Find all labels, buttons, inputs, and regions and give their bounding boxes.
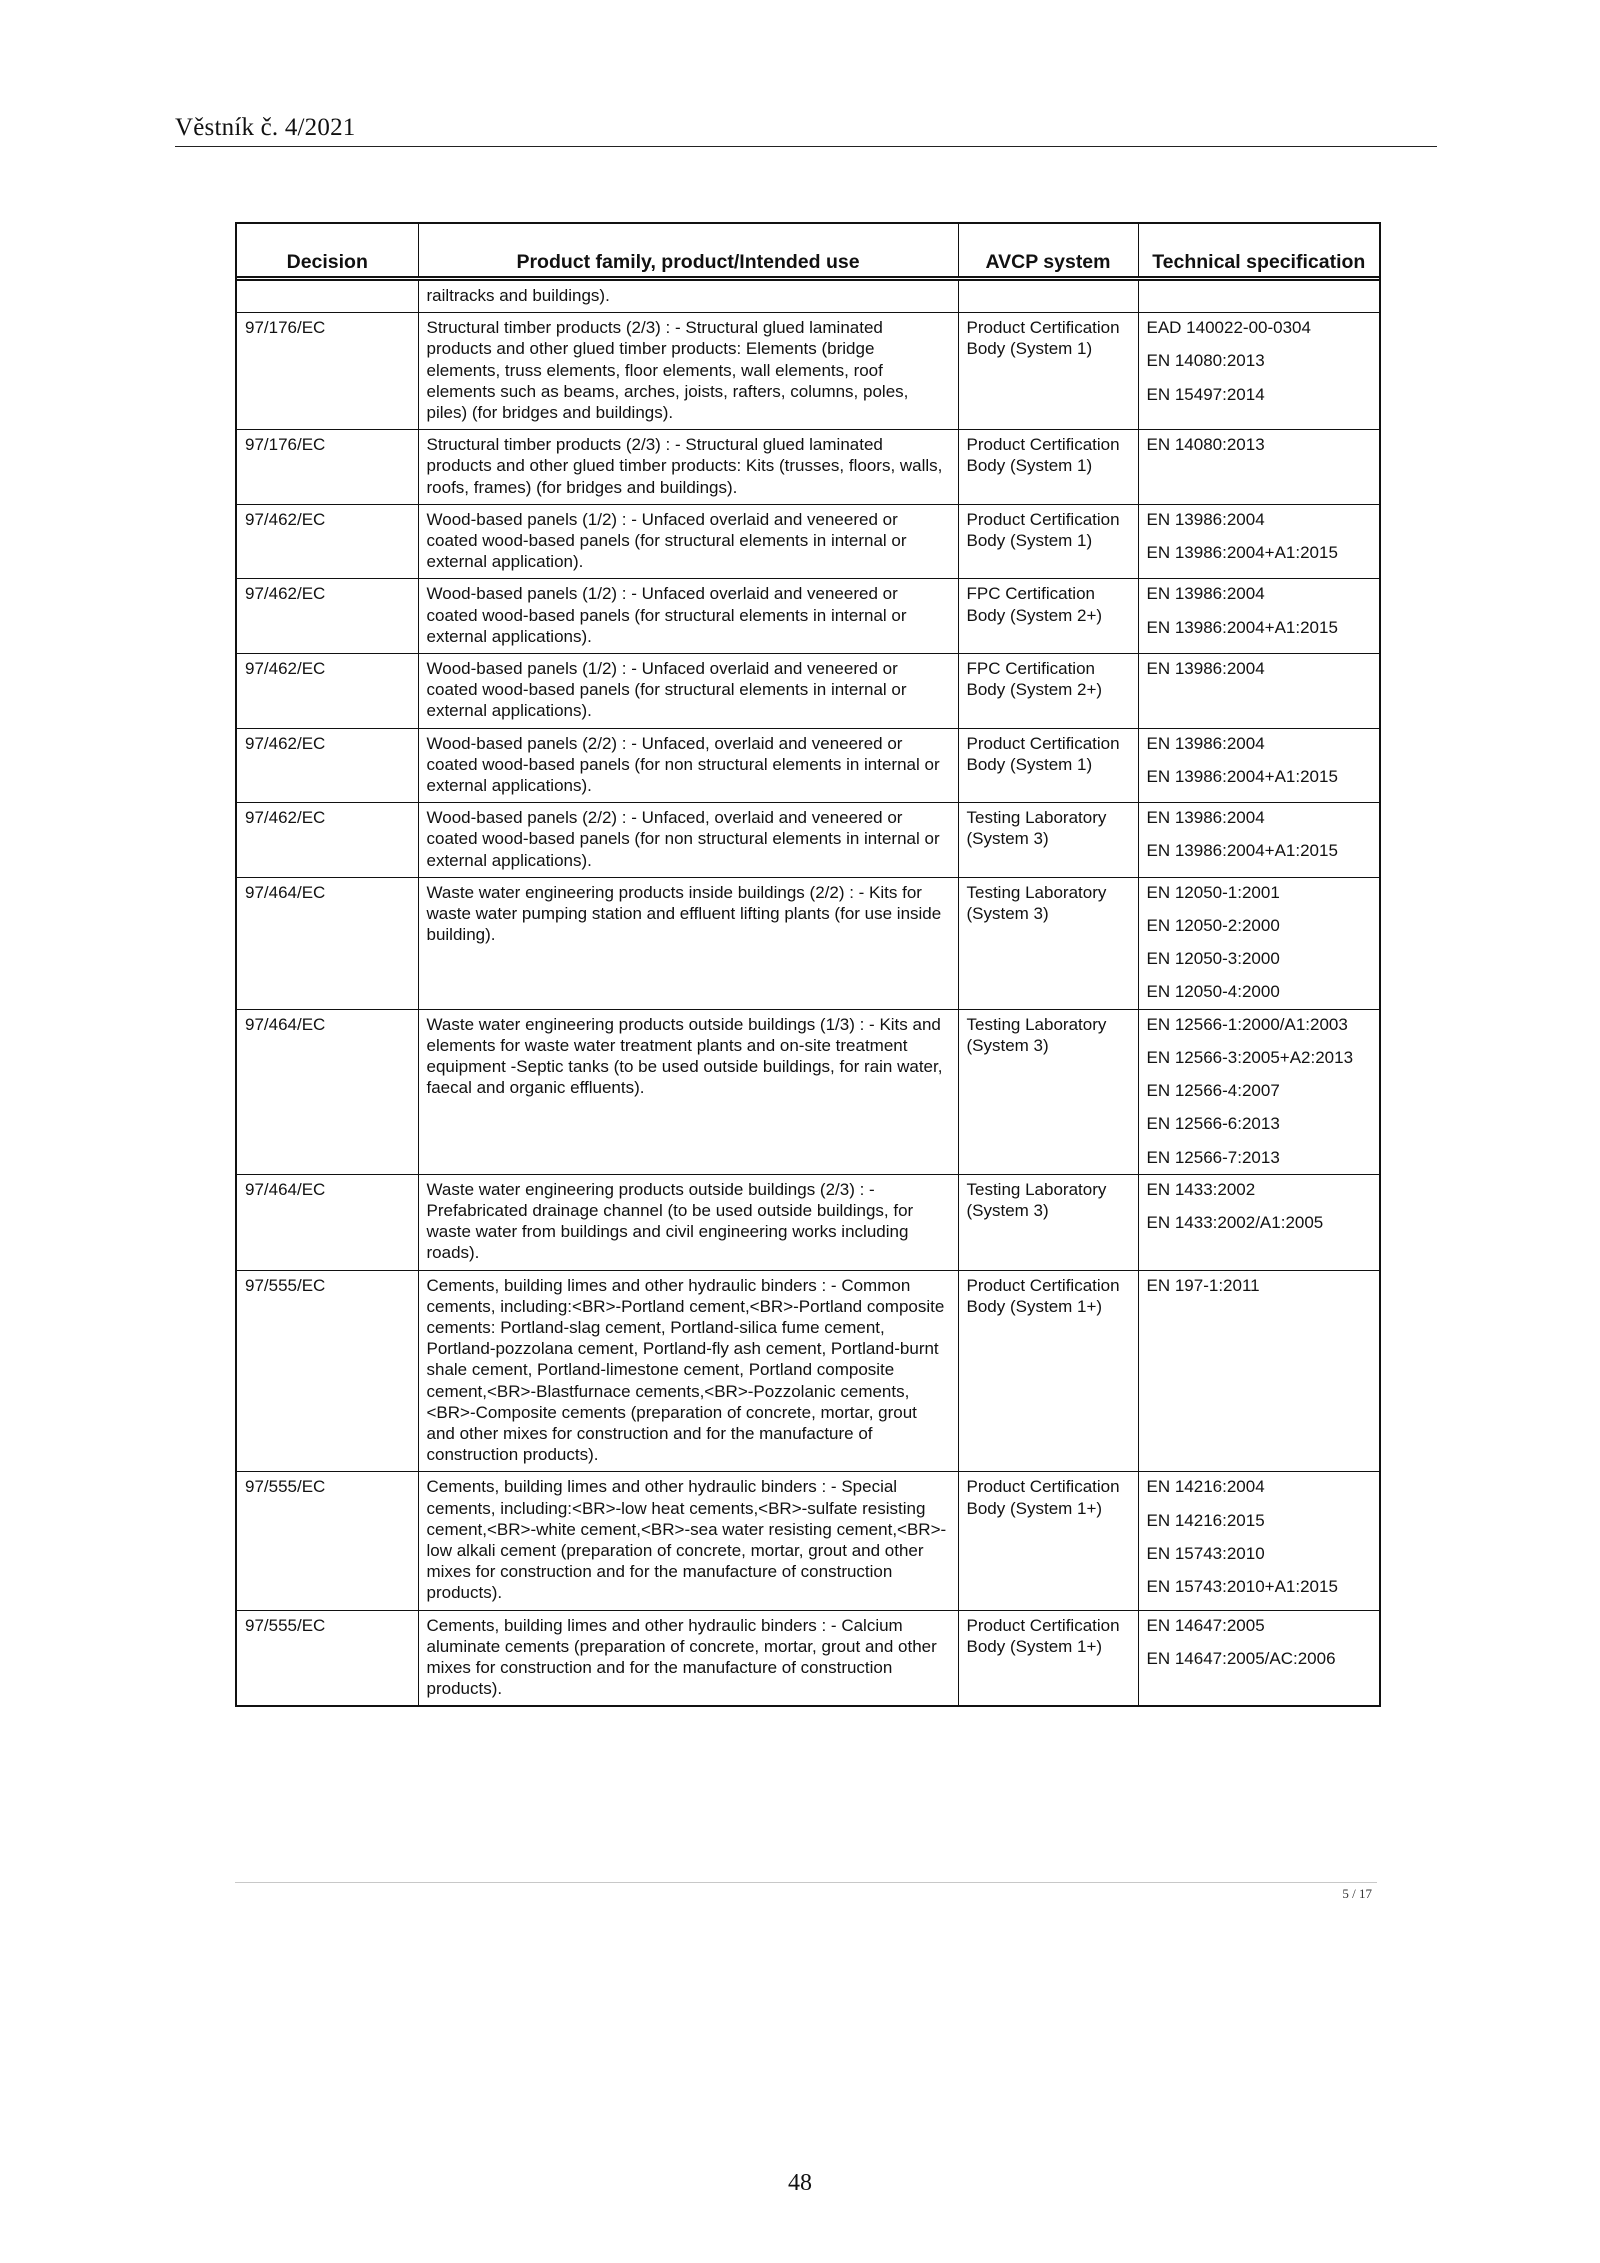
product-cell: Cements, building limes and other hydraulic binders : - Common cements, including:<BR>-Portland cement,<BR>-Portland composite cements: Portland-slag cement, Portland-silica fume cement, Portland-pozzolana cement, Portland-fly ash cement, Portland-burnt shale cement, Portland-limestone cement, Portland composite cement,<BR>-Blastfurnace cements,<BR>-Pozzolanic cements,<BR>-Composite cements (preparation of concrete, mortar, grout and other mixes for construction and for the manufacture of construction products). [418,1270,958,1472]
table-row [237,1009,1379,1174]
specification-item: EN 13986:2004 [1146,584,1265,604]
page-header [175,112,1437,147]
specification-cell [1138,877,1379,1009]
header-avcp-system: AVCP system [958,224,1138,279]
specification-cell [1138,654,1379,729]
table-row [237,430,1379,505]
avcp-cell: FPC Certification Body (System 2+) [958,654,1138,729]
specification-item: EN 15497:2014 [1146,384,1265,404]
page-number: 48 [788,2170,812,2196]
avcp-cell: Testing Laboratory (System 3) [958,803,1138,878]
specification-item: EN 13986:2004+A1:2015 [1146,766,1338,786]
specification-cell [1138,803,1379,878]
product-cell: Structural timber products (2/3) : - Structural glued laminated products and other glued timber products: Elements (bridge elements, truss elements, floor elements, wall elements, roof elements such as beams, arches, joists, rafters, columns, poles, piles) (for bridges and buildings). [418,313,958,430]
decision-cell: 97/176/EC [237,430,418,505]
product-cell: Cements, building limes and other hydraulic binders : - Special cements, including:<BR>-low heat cements,<BR>-sulfate resisting cement,<BR>-white cement,<BR>-sea water resisting cement,<BR>-low alkali cement (preparation of concrete, mortar, grout and other mixes for construction and for the manufacture of construction products). [418,1472,958,1610]
specification-item: EN 12566-6:2013 [1146,1114,1280,1134]
table-row [237,1610,1379,1705]
specification-item: EN 12050-3:2000 [1146,949,1280,969]
specification-cell [1138,430,1379,505]
table-row [237,728,1379,803]
specification-item: EN 14647:2005 [1146,1615,1265,1635]
specification-item: EN 13986:2004 [1146,659,1265,679]
table-row [237,654,1379,729]
table-row [237,1270,1379,1472]
product-cell: Waste water engineering products outside buildings (1/3) : - Kits and elements for waste water treatment plants and on-site treatment equipment -Septic tanks (to be used outside buildings, for rain water, faecal and organic effluents). [418,1009,958,1174]
specification-item: EN 12566-4:2007 [1146,1081,1280,1101]
product-cell: Waste water engineering products outside buildings (2/3) : - Prefabricated drainage channel (to be used outside buildings, for waste water from buildings and civil engineering works including roads). [418,1174,958,1270]
product-cell: Wood-based panels (2/2) : - Unfaced, overlaid and veneered or coated wood-based panels (for non structural elements in internal or external applications). [418,728,958,803]
specification-item: EN 13986:2004 [1146,733,1265,753]
decision-cell [237,279,418,313]
specification-item: EN 15743:2010+A1:2015 [1146,1576,1338,1596]
specification-cell [1138,1174,1379,1270]
specification-cell [1138,1610,1379,1705]
avcp-cell: Testing Laboratory (System 3) [958,1009,1138,1174]
product-cell: Wood-based panels (1/2) : - Unfaced overlaid and veneered or coated wood-based panels (for structural elements in internal or external application). [418,504,958,579]
specification-cell [1138,313,1379,430]
table-row [237,877,1379,1009]
decision-cell: 97/462/EC [237,579,418,654]
table-row [237,313,1379,430]
decision-cell: 97/555/EC [237,1472,418,1610]
avcp-cell: Testing Laboratory (System 3) [958,1174,1138,1270]
specification-item: EN 12050-4:2000 [1146,982,1280,1002]
pagination: 5 / 17 [1342,1886,1372,1901]
table-body [237,279,1379,1706]
specification-item: EN 15743:2010 [1146,1543,1265,1563]
table-row [237,1174,1379,1270]
specification-item: EN 12050-1:2001 [1146,882,1280,902]
product-cell: Wood-based panels (1/2) : - Unfaced overlaid and veneered or coated wood-based panels (for structural elements in internal or external applications). [418,579,958,654]
specification-item: EN 1433:2002 [1146,1179,1256,1199]
specification-item: EN 12566-1:2000/A1:2003 [1146,1014,1348,1034]
specification-item: EN 13986:2004 [1146,808,1265,828]
specification-cell [1138,1009,1379,1174]
decision-cell: 97/464/EC [237,1174,418,1270]
specification-cell [1138,1270,1379,1472]
specification-cell [1138,579,1379,654]
decisions-table [235,222,1381,1707]
footer-divider [235,1882,1377,1883]
specification-item: EN 13986:2004+A1:2015 [1146,543,1338,563]
decision-cell: 97/555/EC [237,1610,418,1705]
specification-item: EN 12566-3:2005+A2:2013 [1146,1047,1354,1067]
table-row [237,803,1379,878]
product-cell: railtracks and buildings). [418,279,958,313]
decision-cell: 97/555/EC [237,1270,418,1472]
specification-item: EN 1433:2002/A1:2005 [1146,1212,1324,1232]
specification-item: EN 12566-7:2013 [1146,1147,1280,1167]
table-row [237,1472,1379,1610]
specification-item: EN 13986:2004+A1:2015 [1146,841,1338,861]
decision-cell: 97/462/EC [237,803,418,878]
product-cell: Wood-based panels (2/2) : - Unfaced, overlaid and veneered or coated wood-based panels (for non structural elements in internal or external applications). [418,803,958,878]
specification-item: EN 12050-2:2000 [1146,916,1280,936]
specification-cell [1138,1472,1379,1610]
header-product-family: Product family, product/Intended use [418,224,958,279]
avcp-cell: Testing Laboratory (System 3) [958,877,1138,1009]
journal-title: Věstník č. 4/2021 [175,114,356,141]
avcp-cell: Product Certification Body (System 1+) [958,1472,1138,1610]
avcp-cell: Product Certification Body (System 1) [958,504,1138,579]
specification-item: EN 13986:2004+A1:2015 [1146,617,1338,637]
product-cell: Structural timber products (2/3) : - Structural glued laminated products and other glued timber products: Kits (trusses, floors, walls, roofs, frames) (for bridges and buildings). [418,430,958,505]
decision-cell: 97/462/EC [237,654,418,729]
avcp-cell: Product Certification Body (System 1+) [958,1610,1138,1705]
header-technical-specification: Technical specification [1138,224,1379,279]
table-row [237,579,1379,654]
product-cell: Waste water engineering products inside buildings (2/2) : - Kits for waste water pumping station and effluent lifting plants (for use inside building). [418,877,958,1009]
product-cell: Cements, building limes and other hydraulic binders : - Calcium aluminate cements (preparation of concrete, mortar, grout and other mixes for construction and for the manufacture of construction products). [418,1610,958,1705]
decision-cell: 97/464/EC [237,1009,418,1174]
specification-item: EN 14080:2013 [1146,435,1265,455]
table-row [237,504,1379,579]
specification-item: EN 14216:2015 [1146,1510,1265,1530]
avcp-cell: Product Certification Body (System 1+) [958,1270,1138,1472]
specification-item: EN 197-1:2011 [1146,1275,1260,1295]
product-cell: Wood-based panels (1/2) : - Unfaced overlaid and veneered or coated wood-based panels (for structural elements in internal or external applications). [418,654,958,729]
decision-cell: 97/176/EC [237,313,418,430]
specification-item: EN 13986:2004 [1146,509,1265,529]
specification-item: EN 14647:2005/AC:2006 [1146,1648,1336,1668]
specification-cell [1138,279,1379,313]
avcp-cell [958,279,1138,313]
table-row [237,279,1379,313]
specification-item: EN 14080:2013 [1146,351,1265,371]
table-header-row [237,224,1379,279]
avcp-cell: Product Certification Body (System 1) [958,728,1138,803]
specification-cell [1138,728,1379,803]
avcp-cell: Product Certification Body (System 1) [958,430,1138,505]
avcp-cell: FPC Certification Body (System 2+) [958,579,1138,654]
decision-cell: 97/464/EC [237,877,418,1009]
avcp-cell: Product Certification Body (System 1) [958,313,1138,430]
decision-cell: 97/462/EC [237,728,418,803]
specification-item: EN 14216:2004 [1146,1477,1265,1497]
decision-cell: 97/462/EC [237,504,418,579]
header-decision: Decision [237,224,418,279]
specification-cell [1138,504,1379,579]
specification-item: EAD 140022-00-0304 [1146,318,1311,338]
